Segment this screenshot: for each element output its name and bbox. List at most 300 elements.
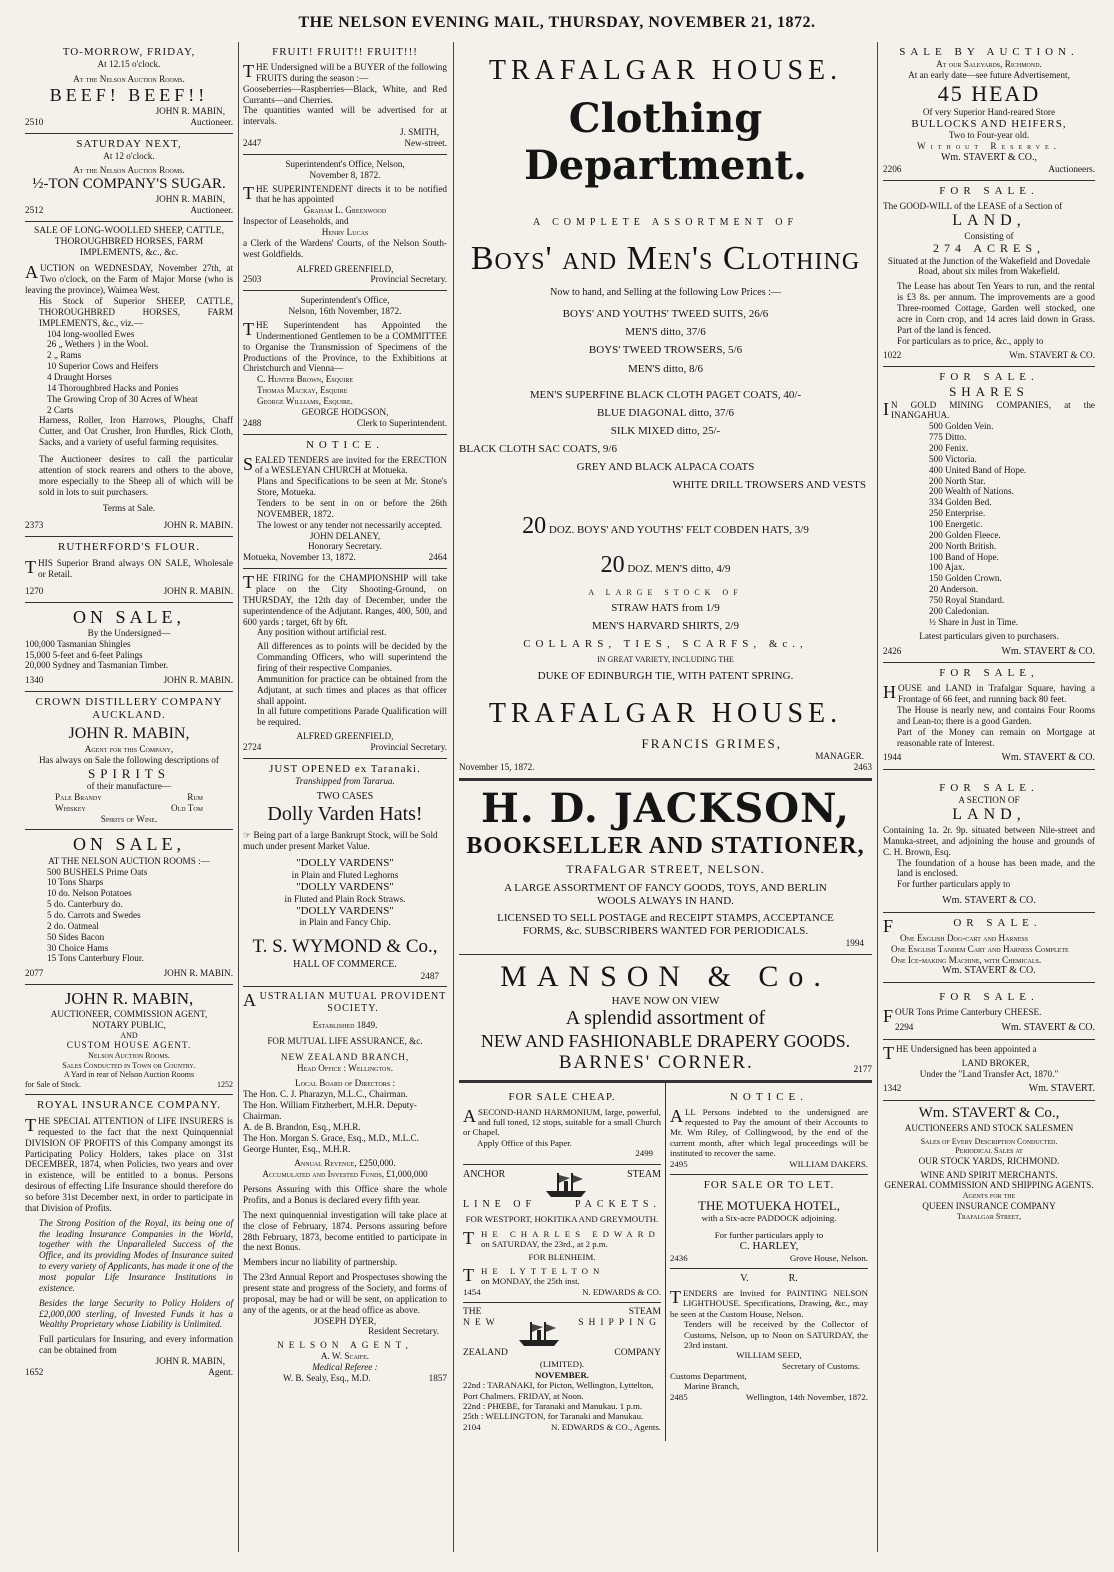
list-item: 14 Thoroughbred Hacks and Ponies <box>47 382 179 393</box>
ad-line: ANCHOR <box>463 1168 506 1180</box>
signature-title: Honorary Secretary. <box>308 541 382 552</box>
ad-nz-shipping <box>463 1303 661 1437</box>
ad-line: At 12.15 o'clock. <box>97 58 161 69</box>
ad-heading: FOR SALE CHEAP. <box>508 1090 616 1103</box>
ad-body: For further particulars apply to <box>897 879 1011 890</box>
ad-number: 1342 <box>883 1083 902 1094</box>
ad-line: AUCTIONEER, COMMISSION AGENT, <box>50 1009 208 1020</box>
ad-body: THE FIRING for the CHAMPIONSHIP will take place on the City Shooting-Ground, on THURSDAY, the 12th day of December, under the superintendence of the Adjutant. Ranges, 400, 500, and 600 yards ; target, 6ft by 6ft. <box>243 572 447 627</box>
ad-number: 2512 <box>25 204 44 215</box>
ad-line: NELSON AGENT, <box>277 1340 413 1351</box>
list-item: 15 Tons Canterbury Flour. <box>47 953 144 964</box>
ad-heading: ON SALE, <box>73 606 185 627</box>
spirit-item: Pale Brandy <box>55 791 102 802</box>
ad-display: SHARES <box>949 384 1029 400</box>
ad-stavert-auction <box>883 42 1095 181</box>
ad-land-broker <box>883 1040 1095 1101</box>
list-item: 50 Sides Bacon <box>47 931 105 942</box>
ad-line: At our Saleyards, Richmond. <box>936 58 1042 69</box>
list-item: 334 Golden Bed. <box>929 497 992 508</box>
signature: JOHN R. MABIN. <box>163 520 233 531</box>
ad-line: Periodical Sales at <box>955 1146 1023 1156</box>
signature: ALFRED GREENFIELD, <box>296 263 394 274</box>
signature: Wm. STAVERT & CO. <box>1001 1022 1095 1034</box>
ad-heading: SALE BY AUCTION. <box>899 46 1079 58</box>
signature: JOHN R. MABIN. <box>163 968 233 979</box>
ad-line: STEAM <box>627 1168 661 1180</box>
ad-display: LAND, <box>952 211 1026 229</box>
ad-date: Wellington, 14th November, 1872. <box>745 1391 868 1402</box>
column-rule <box>877 42 878 1552</box>
ad-number: 1252 <box>217 1079 233 1089</box>
ad-line: FOR WESTPORT, HOKITIKA AND GREYMOUTH. <box>465 1214 659 1225</box>
ad-number: 2495 <box>670 1158 688 1169</box>
list-item: 2 Carts <box>47 404 74 415</box>
ad-body: The House is nearly new, and contains Four Rooms and Lean-to; there is a good Garden. <box>897 704 1095 726</box>
spirit-item: Spirits of Wine. <box>100 813 158 824</box>
ad-line: Has always on Sale the following descriptions of <box>39 754 219 765</box>
list-item: 5 do. Canterbury do. <box>47 899 123 910</box>
ad-heading: JUST OPENED ex Taranaki. <box>269 762 421 775</box>
ad-line: Henry Lucas <box>321 227 369 237</box>
ad-line: AUCTIONEERS AND STOCK SALESMEN <box>904 1122 1074 1133</box>
ad-number: 2104 <box>463 1421 481 1432</box>
signature-title: Provincial Secretary. <box>370 274 447 285</box>
list-item: 200 Wealth of Nations. <box>929 486 1014 497</box>
signature-title: Clerk to Superintendent. <box>356 417 447 428</box>
signature-title: MANAGER. <box>815 751 864 761</box>
ad-line: Situated at the Junction of the Wakefield and Dovedale Road, about six miles from Wakefield. <box>887 255 1091 277</box>
ad-heading: V. R. <box>740 1273 798 1285</box>
ad-body: Besides the large Security to Policy Holders of £2,000,000 sterling, of Invested Funds it has a Wealthy Proprietary whose Liability is Unlimited. <box>39 1297 233 1330</box>
signature: JOHN R. MABIN. <box>163 585 233 596</box>
price-line <box>459 546 872 586</box>
ad-line: HAVE NOW ON VIEW <box>611 994 720 1007</box>
signature-title: Resident Secretary. <box>368 1326 439 1337</box>
ad-anchor-line <box>463 1165 661 1303</box>
ad-on-sale-produce <box>25 830 233 985</box>
sailing-line: 22nd : PHŒBE, for Taranaki and Manukau. 1 p.m. <box>463 1400 643 1411</box>
list-item: 10 Tons Sharps <box>47 877 104 888</box>
ad-line: LINE OF <box>463 1198 537 1210</box>
list-item: George Hunter, Esq., M.H.R. <box>243 1143 351 1154</box>
ad-body: Containing 1a. 2r. 9p. situated between Nile-street and Manuka-street, and adjoining the house and grounds of C. H. Brown, Esq. <box>883 824 1095 857</box>
ad-line: in Plain and Fluted Leghorns <box>291 869 399 880</box>
signature: JOHN R. MABIN. <box>163 675 233 686</box>
ad-number: 2436 <box>670 1252 688 1263</box>
ad-body: THE Superintendent has Appointed the Undermentioned Gentlemen to be a COMMITTEE to Organise the Transmission of Specimens of the Productions of the Province, to the Exhibitions at Christchurch and Vienna— <box>243 319 447 374</box>
list-item: 500 Golden Vein. <box>929 421 994 432</box>
ad-body: THE SUPERINTENDENT directs it to be notified that he has appointed <box>243 182 447 205</box>
ad-line: STEAM <box>628 1306 661 1317</box>
column-rule <box>238 42 239 1552</box>
ad-display: 45 HEAD <box>937 80 1041 106</box>
ad-line: Agents for the <box>962 1191 1016 1201</box>
list-item: One Ice-making Machine, with Chemicals. <box>891 954 1042 965</box>
ad-line: "DOLLY VARDENS" <box>296 856 394 869</box>
ad-number: 2294 <box>895 1022 914 1033</box>
ad-body: All differences as to points will be decided by the Commanding Officers, who will superintend the firing of their respective Companies. <box>257 641 447 674</box>
ad-line: "DOLLY VARDENS" <box>296 880 394 893</box>
ad-number: 2487 <box>420 970 439 981</box>
list-item: 20,000 Sydney and Tasmanian Timber. <box>25 660 169 671</box>
ad-on-sale-timber <box>25 603 233 693</box>
ad-line: AND <box>120 1030 138 1040</box>
signature: Wm. STAVERT & CO. <box>1009 350 1095 361</box>
ad-line: Consisting of <box>964 230 1014 241</box>
quantity-number: 20 <box>600 552 625 579</box>
ad-number: 1994 <box>845 938 864 949</box>
ad-line: Inspector of Leaseholds, and <box>243 216 349 227</box>
ad-display: ½-TON COMPANY'S SUGAR. <box>32 176 226 193</box>
ad-line: WINE AND SPIRIT MERCHANTS. <box>920 1169 1058 1180</box>
ad-line: NEW ZEALAND BRANCH, <box>280 1051 410 1062</box>
ad-number: 2463 <box>853 761 872 772</box>
ad-heading: SATURDAY NEXT, <box>76 137 182 150</box>
column-4 <box>880 42 1098 1562</box>
steamship-icon <box>516 1318 562 1348</box>
ad-display: T. S. WYMOND & Co., <box>252 936 438 958</box>
ad-sheep-sale <box>25 222 233 537</box>
list-item: C. Hunter Brown, Esquire <box>257 374 353 385</box>
ad-exhibition-committee <box>243 291 447 434</box>
ad-line: AT THE NELSON AUCTION ROOMS :— <box>48 855 210 866</box>
ad-heading: NOTICE. <box>729 1090 809 1103</box>
ad-body: The GOOD-WILL of the LEASE of a Section of <box>883 200 1063 211</box>
list-item: 500 Victoria. <box>929 453 977 464</box>
ad-body: Harness, Roller, Iron Harrows, Ploughs, Chaff Cutter, and Oat Crusher, Iron Hurdles, Rick Cloth, Sacks, and a variety of useful farming requisites. <box>39 415 233 448</box>
ad-line: Now to hand, and Selling at the following Low Prices :— <box>550 287 781 299</box>
pointing-hand-icon: ☞ <box>243 830 254 841</box>
list-item: The Growing Crop of 30 Acres of Wheat <box>47 393 198 404</box>
ad-line: W. B. Sealy, Esq., M.D. <box>283 1372 371 1383</box>
list-item: 150 Golden Crown. <box>929 573 1002 584</box>
list-item: 200 Fenix. <box>929 443 969 454</box>
price-line: MEN'S HARVARD SHIRTS, 2/9 <box>592 620 739 633</box>
ad-line: COMPANY <box>614 1348 661 1359</box>
ad-number: 2447 <box>243 137 262 148</box>
signature: JOSEPH DYER, <box>313 1315 377 1326</box>
ad-line: SHIPPING <box>578 1318 661 1329</box>
price-line: BOYS' AND YOUTHS' TWEED SUITS, 26/6 <box>562 308 769 321</box>
ad-line: Annual Revenue, £250,000. <box>294 1158 396 1169</box>
ad-body: THE Undersigned will be a BUYER of the following FRUITS during the season :— <box>243 60 447 83</box>
signature: Wm. STAVERT & CO. <box>942 895 1036 907</box>
ad-heading: RUTHERFORD'S FLOUR. <box>57 541 200 554</box>
ad-display: THE MOTUEKA HOTEL, <box>698 1197 840 1213</box>
price-line: MEN'S SUPERFINE BLACK CLOTH PAGET COATS, 40/- <box>529 388 802 401</box>
ad-line: NOTARY PUBLIC, <box>92 1020 166 1031</box>
price-text: DOZ. MEN'S ditto, 4/9 <box>627 563 731 576</box>
ad-body: The lowest or any tender not necessarily accepted. <box>257 519 443 530</box>
ad-body: The Strong Position of the Royal, its being one of the leading Insurance Companies in the World, together with the Unparalleled Success of the Office, and its providing Modes of Insurance suited to every variety of Applicants, has made it one of the most popular Life Insurance Institutions in existence. <box>39 1217 233 1293</box>
ad-beef-auction <box>25 42 233 134</box>
list-item: The Hon. C. J. Pharazyn, M.L.C., Chairman. <box>243 1089 408 1100</box>
ad-number: 1857 <box>428 1372 447 1383</box>
ad-mabin-card <box>25 985 233 1095</box>
ad-body: SEALED TENDERS are invited for the ERECTION of a WESLEYAN CHURCH at Motueka. <box>243 453 447 476</box>
signature: J. SMITH, <box>399 127 439 138</box>
ad-cheese <box>883 983 1095 1040</box>
ad-dakers-notice <box>670 1087 868 1175</box>
stock-list <box>25 329 233 416</box>
ad-heading: FOR SALE. <box>939 371 1039 384</box>
ad-line: Nelson Auction Rooms. <box>88 1051 170 1061</box>
signature: Wm. STAVERT. <box>1028 1083 1095 1095</box>
quantity-number: 20 <box>522 512 547 539</box>
ad-body: In all future competitions Parade Qualification will be required. <box>257 706 447 728</box>
signature: FRANCIS GRIMES, <box>641 735 782 751</box>
list-item: The Hon. Morgan S. Grace, Esq., M.D., M.L.C. <box>243 1132 419 1143</box>
ad-line: NOVEMBER. <box>534 1369 589 1380</box>
ad-rutherford-flour <box>25 537 233 603</box>
ad-body: Apply Office of this Paper. <box>477 1137 572 1148</box>
ad-body: Ammunition for practice can be obtained from the Adjutant, at such times and places as that officer shall appoint. <box>257 673 447 706</box>
ad-line: Agent for this Company, <box>84 744 174 754</box>
ad-display: BOOKSELLER AND STATIONER, <box>466 832 865 859</box>
ad-line: Latest particulars given to purchasers. <box>919 630 1059 641</box>
ad-body: The Lease has about Ten Years to run, and the rental is £3 8s. per annum. The improvements are a good Three-roomed Cottage, Garden well stocked, one acre in Corn crop, and 14 acres laid down in Grass. Part of the land is fenced. <box>897 281 1095 335</box>
ad-line: on MONDAY, the 25th inst. <box>481 1276 580 1287</box>
ad-line: with a Six-acre PADDOCK adjoining. <box>701 1213 837 1224</box>
ad-line: Graham L. Greenwood <box>303 205 387 216</box>
ad-line: Under the "Land Transfer Act, 1870." <box>919 1068 1059 1079</box>
ad-land-lease <box>883 181 1095 367</box>
list-item: 5 do. Carrots and Swedes <box>47 910 141 921</box>
ad-display: A splendid assortment of <box>565 1007 766 1030</box>
ad-heading: ROYAL INSURANCE COMPANY. <box>36 1098 222 1111</box>
ad-line: At the Nelson Auction Rooms. <box>73 165 185 176</box>
directors-list <box>243 1089 447 1154</box>
ad-wesleyan-tender <box>243 435 447 570</box>
ad-number: 2373 <box>25 520 44 531</box>
ad-body: THIS Superior Brand always ON SALE, Wholesale or Retail. <box>25 557 233 579</box>
ad-line: ZEALAND <box>463 1348 508 1359</box>
list-item: The Hon. William Fitzherbert, M.H.R. Deputy-Chairman. <box>243 1100 417 1122</box>
ad-heading: FRUIT! FRUIT!! FRUIT!!! <box>272 46 418 58</box>
ad-line: Marine Branch, <box>684 1381 740 1392</box>
ad-number: 1340 <box>25 675 44 686</box>
ad-line: A COMPLETE ASSORTMENT OF <box>532 217 799 229</box>
price-line: DUKE OF EDINBURGH TIE, WITH PATENT SPRING. <box>537 669 794 682</box>
ad-line: A LARGE ASSORTMENT OF FANCY GOODS, TOYS, AND BERLIN WOOLS ALWAYS IN HAND. <box>504 882 827 908</box>
ad-line: Terms at Sale. <box>102 503 156 514</box>
list-item: 100 Ajax. <box>929 562 965 573</box>
list-item: A. de B. Brandon, Esq., M.H.R. <box>243 1121 361 1132</box>
list-item: Thomas Mackay, Esquire <box>257 385 348 396</box>
ad-line: Superintendent's Office, Nelson, <box>285 158 405 169</box>
signature: WILLIAM SEED, <box>736 1350 802 1361</box>
column-3 <box>456 42 875 1562</box>
ad-mining-shares <box>883 367 1095 663</box>
price-line: BLUE DIAGONAL ditto, 37/6 <box>596 406 735 419</box>
ad-line: LAND BROKER, <box>961 1057 1030 1068</box>
price-line: WHITE DRILL TROWSERS AND VESTS <box>672 479 866 492</box>
ad-display: BEEF! BEEF!! <box>49 84 209 105</box>
ad-heading: FOR SALE. <box>939 184 1039 197</box>
steamship-icon <box>543 1169 589 1199</box>
ad-line: "DOLLY VARDENS" <box>296 904 394 917</box>
ad-amp-society <box>243 987 447 1388</box>
ad-display: Dolly Varden Hats! <box>267 802 423 825</box>
signature-title: New-street. <box>404 137 447 148</box>
ad-body: THE Undersigned has been appointed a <box>883 1042 1037 1063</box>
ad-heading: TO-MORROW, FRIDAY, <box>62 46 196 58</box>
sailing-line: 25th : WELLINGTON, for Taranaki and Manukau. <box>463 1411 644 1422</box>
ad-line: NEW <box>463 1318 500 1329</box>
signature-title: Auctioneer. <box>190 116 233 127</box>
signature: N. EDWARDS & CO., Agents. <box>551 1421 661 1432</box>
ad-heading: FOR SALE. <box>939 991 1039 1004</box>
ad-number: 2503 <box>243 274 262 285</box>
spirit-item: Rum <box>187 791 203 802</box>
sailing-line: 22nd : TARANAKI, for Picton, Wellington, Lyttelton, Port Chalmers. FRIDAY, at Noon. <box>463 1380 654 1401</box>
small-ads-right <box>666 1083 872 1441</box>
ad-stavert-card <box>883 1101 1095 1226</box>
ad-manson <box>459 955 872 1081</box>
list-item: 2 „ Rams <box>47 350 82 361</box>
ad-line: A SECTION OF <box>958 795 1020 806</box>
list-item: 100,000 Tasmanian Shingles <box>25 638 131 649</box>
price-line: BLACK CLOTH SAC COATS, 9/6 <box>459 443 617 456</box>
list-item: 15,000 5-feet and 6-feet Palings <box>25 649 143 660</box>
ad-display: H. D. JACKSON, <box>481 784 850 832</box>
ad-fruit <box>243 42 447 155</box>
masthead: THE NELSON EVENING MAIL, THURSDAY, NOVEMBER 21, 1872. <box>298 14 816 31</box>
price-text: DOZ. BOYS' AND YOUTHS' FELT COBDEN HATS, 3/9 <box>548 523 809 536</box>
ad-number: 2510 <box>25 116 44 127</box>
shares-list <box>883 421 1095 627</box>
ad-line: At 12 o'clock. <box>103 150 155 161</box>
ad-crown-distillery <box>25 692 233 830</box>
price-line: MEN'S ditto, 8/6 <box>627 362 704 375</box>
ad-line: Two to Four-year old. <box>948 130 1030 141</box>
list-item: 30 Choice Hams <box>47 942 109 953</box>
signature: GEORGE HODGSON, <box>301 406 389 417</box>
price-line: COLLARS, TIES, SCARFS, &c., <box>523 638 808 651</box>
ad-body: The Auctioneer desires to call the particular attention of stock rearers and others to the above, more especially to the Sheep all of which will be sold in lots to suit purchasers. <box>39 453 233 497</box>
ad-dogcart <box>883 913 1095 983</box>
ad-number: 1652 <box>25 1366 44 1377</box>
ad-number: 2464 <box>428 552 447 563</box>
list-item: 200 Golden Fleece. <box>929 529 1001 540</box>
ad-body: Plans and Specifications to be seen at Mr. Stone's Store, Motueka. <box>257 476 447 498</box>
signature: JOHN R. MABIN, <box>155 194 225 205</box>
ad-date: November 15, 1872. <box>459 761 535 772</box>
list-item: 4 Draught Horses <box>47 371 112 382</box>
ad-line: Accumulated and Invested Funds, £1,000,000 <box>262 1169 428 1180</box>
signature-title: Auctioneer. <box>190 204 233 215</box>
ad-harmonium <box>463 1087 661 1165</box>
ad-body: Part of the Money can remain on Mortgage at reasonable rate of Interest. <box>897 726 1095 748</box>
ad-body: The quantities wanted will be advertised for at intervals. <box>243 105 447 127</box>
ad-line: Superintendent's Office, <box>300 295 390 306</box>
ad-line: Customs Department, <box>670 1371 747 1382</box>
committee-list <box>243 374 447 407</box>
ad-line: THE <box>463 1306 482 1317</box>
ad-line: Medical Referee : <box>312 1362 378 1373</box>
list-item: George Williams, Esquire. <box>257 396 353 407</box>
ad-body: Tenders to be sent in on or before the 26th NOVEMBER, 1872. <box>257 498 447 519</box>
ad-number: 2485 <box>670 1391 688 1402</box>
list-item: 20 Anderson. <box>929 584 978 595</box>
signature: Wm. STAVERT & CO. <box>942 965 1036 977</box>
ad-line: on SATURDAY, the 23rd., at 2 p.m. <box>481 1239 608 1250</box>
list-item: One English Tandem Cart and Harness Complete <box>891 943 1069 954</box>
ad-body: The 23rd Annual Report and Prospectuses showing the present state and progress of the Society, and forms of proposal, may be had or will be sent, on application to any of the agents, or at the head office as above. <box>243 1272 447 1315</box>
spirit-item: Whiskey <box>55 802 86 813</box>
price-line: A LARGE STOCK OF <box>588 587 743 597</box>
ad-heading: NOTICE. <box>305 438 385 451</box>
ad-heading: TRAFALGAR HOUSE. <box>488 55 843 86</box>
ad-body: TENDERS are Invited for PAINTING NELSON LIGHTHOUSE. Specifications, Drawing, &c., may be seen at the Custom House, Nelson. <box>670 1287 868 1319</box>
ad-line: (LIMITED). <box>539 1359 585 1370</box>
ad-line: November 8, 1872. <box>309 169 381 180</box>
list-item: 500 BUSHELS Prime Oats <box>47 866 148 877</box>
vehicle-list <box>883 933 1095 966</box>
small-ads-row <box>459 1081 872 1441</box>
ad-body: ASECOND-HAND HARMONIUM, large, powerful, and full toned, 12 stops, suitable for a small Church or Chapel. <box>463 1105 661 1138</box>
ad-superintendent-appointment <box>243 155 447 291</box>
ad-heading: SALE OF LONG-WOOLLED SHEEP, CATTLE, THOROUGHBRED HORSES, FARM IMPLEMENTS, &c., &c. <box>34 225 224 259</box>
ad-display: BARNES' CORNER. <box>558 1052 754 1074</box>
list-item: 200 Caledonian. <box>929 605 990 616</box>
signature: ALFRED GREENFIELD, <box>296 731 394 742</box>
ad-championship-firing <box>243 569 447 759</box>
ad-heading: FOR SALE. <box>939 782 1039 795</box>
ad-line: PACKETS. <box>574 1198 661 1210</box>
ad-display: NEW AND FASHIONABLE DRAPERY GOODS. <box>480 1031 851 1052</box>
ad-body: Members incur no liability of partnership. <box>243 1257 398 1268</box>
ad-royal-insurance <box>25 1095 233 1383</box>
list-item: 104 long-woolled Ewes <box>47 328 135 339</box>
price-line: STRAW HATS from 1/9 <box>611 601 720 614</box>
ad-heading: FOR SALE, <box>939 667 1039 680</box>
price-line: MEN'S ditto, 37/6 <box>625 326 706 339</box>
list-item: 10 do. Nelson Potatoes <box>47 888 132 899</box>
column-1 <box>22 42 236 1562</box>
ad-line: Local Board of Directors : <box>294 1078 395 1089</box>
ad-trafalgar-house <box>459 42 872 779</box>
ad-number: 2488 <box>243 417 262 428</box>
price-line: SILK MIXED ditto, 25/- <box>610 424 721 437</box>
signature: JOHN DELANEY, <box>309 530 381 541</box>
signature: Wm. STAVERT & CO. <box>1001 752 1095 764</box>
ad-display: LAND, <box>952 806 1026 824</box>
ad-line: Of very Superior Hand-reared Store <box>922 106 1056 117</box>
signature-title: Grove House, Nelson. <box>789 1252 868 1263</box>
ad-body: The foundation of a house has been made, and the land is enclosed. <box>897 857 1095 879</box>
ad-section-land <box>883 770 1095 913</box>
ad-number: 2426 <box>883 645 902 656</box>
ad-body: Gooseberries—Raspberries—Black, White, and Red Currants—and Cherries. <box>243 83 447 105</box>
signature-title: Agent. <box>208 1366 233 1377</box>
ad-line: A Yard in rear of Nelson Auction Rooms <box>63 1070 195 1080</box>
ad-line: TWO CASES <box>316 790 374 802</box>
produce-list <box>25 867 233 965</box>
list-item: 200 North British. <box>929 540 997 551</box>
list-item: 26 „ Wethers } in the Wool. <box>47 339 149 350</box>
ad-line: Nelson, 16th November, 1872. <box>288 306 402 317</box>
ad-motueka-hotel <box>670 1175 868 1269</box>
ad-line: FOR BLENHEIM. <box>528 1252 596 1263</box>
ad-number: 1454 <box>463 1286 481 1297</box>
ad-line: QUEEN INSURANCE COMPANY <box>922 1200 1056 1211</box>
ad-line: GENERAL COMMISSION AND SHIPPING AGENTS. <box>884 1180 1094 1191</box>
ad-body: ALL Persons indebted to the undersigned are requested to Pay the amount of their Accounts to Mr. Wm Riley, of Collingwood, by the end of the current month, after which legal proceedings will be instituted to recover the same. <box>670 1105 868 1159</box>
ad-number: 2077 <box>25 968 44 979</box>
ad-line: Sales Conducted in Town or Country. <box>62 1060 196 1070</box>
